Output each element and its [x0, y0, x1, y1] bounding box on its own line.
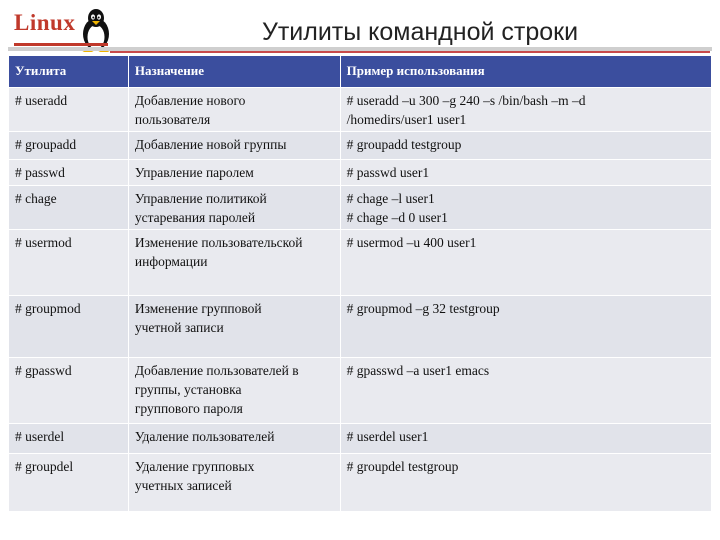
purpose-line: Изменение пользовательской: [134, 235, 303, 250]
page-title: Утилиты командной строки: [261, 18, 579, 46]
cell-example: [340, 296, 711, 358]
example-line: # useradd –u 300 –g 240 –s /bin/bash –m –d: [346, 93, 586, 108]
purpose-line: Добавление пользователей в: [134, 363, 299, 378]
table-row: [9, 132, 712, 160]
cell-utility: # chage: [9, 186, 129, 230]
example-line: /homedirs/user1 user1: [346, 112, 467, 127]
cell-purpose: [128, 424, 340, 454]
cell-example: [340, 230, 711, 296]
example-line: # chage –l user1: [346, 191, 435, 206]
example-line: # groupmod –g 32 testgroup: [346, 301, 500, 316]
cell-purpose: [128, 358, 340, 424]
table-body: [9, 88, 712, 512]
header-utility: Утилита: [9, 56, 129, 88]
cell-example: [340, 186, 711, 230]
cell-purpose: [128, 160, 340, 186]
purpose-line: группового пароля: [134, 401, 243, 416]
cell-example: [340, 88, 711, 132]
utilities-table: [8, 55, 712, 512]
table-row: [9, 230, 712, 296]
purpose-line: Удаление пользователей: [134, 429, 275, 444]
cell-purpose: [128, 186, 340, 230]
table-row: [9, 186, 712, 230]
purpose-line: устаревания паролей: [134, 210, 256, 225]
cell-purpose: [128, 230, 340, 296]
purpose-line: пользователя: [134, 112, 211, 127]
cell-utility: # groupdel: [9, 454, 129, 512]
cell-utility: # gpasswd: [9, 358, 129, 424]
cell-utility: # usermod: [9, 230, 129, 296]
table-row: [9, 160, 712, 186]
purpose-line: Изменение групповой: [134, 301, 262, 316]
purpose-line: Управление политикой: [134, 191, 267, 206]
cell-purpose: [128, 88, 340, 132]
purpose-line: учетных записей: [134, 478, 232, 493]
example-line: # chage –d 0 user1: [346, 210, 448, 225]
table-row: [9, 88, 712, 132]
purpose-line: учетной записи: [134, 320, 224, 335]
cell-example: [340, 160, 711, 186]
purpose-line: группы, установка: [134, 382, 242, 397]
example-line: # userdel user1: [346, 429, 429, 444]
table-row: [9, 424, 712, 454]
table-row: [9, 296, 712, 358]
example-line: # groupadd testgroup: [346, 137, 462, 152]
example-line: # passwd user1: [346, 165, 430, 180]
cell-purpose: [128, 132, 340, 160]
table-row: [9, 454, 712, 512]
header-purpose: Назначение: [128, 56, 340, 88]
cell-utility: # useradd: [9, 88, 129, 132]
cell-example: [340, 358, 711, 424]
purpose-line: Управление паролем: [134, 165, 254, 180]
cell-example: [340, 454, 711, 512]
example-line: # groupdel testgroup: [346, 459, 459, 474]
table-row: [9, 358, 712, 424]
example-line: # usermod –u 400 user1: [346, 235, 477, 250]
purpose-line: Удаление групповых: [134, 459, 255, 474]
table-header-row: [9, 56, 712, 88]
cell-utility: # groupadd: [9, 132, 129, 160]
purpose-line: информации: [134, 254, 208, 269]
purpose-line: Добавление новой группы: [134, 137, 287, 152]
purpose-line: Добавление нового: [134, 93, 246, 108]
cell-utility: # groupmod: [9, 296, 129, 358]
example-line: # gpasswd –a user1 emacs: [346, 363, 490, 378]
title-accent-rule: [110, 51, 710, 53]
header-example: Пример использования: [340, 56, 711, 88]
cell-purpose: [128, 296, 340, 358]
logo-underline: [14, 43, 108, 46]
cell-example: [340, 132, 711, 160]
cell-utility: # passwd: [9, 160, 129, 186]
logo-text: Linux: [14, 10, 76, 35]
cell-utility: # userdel: [9, 424, 129, 454]
cell-example: [340, 424, 711, 454]
cell-purpose: [128, 454, 340, 512]
